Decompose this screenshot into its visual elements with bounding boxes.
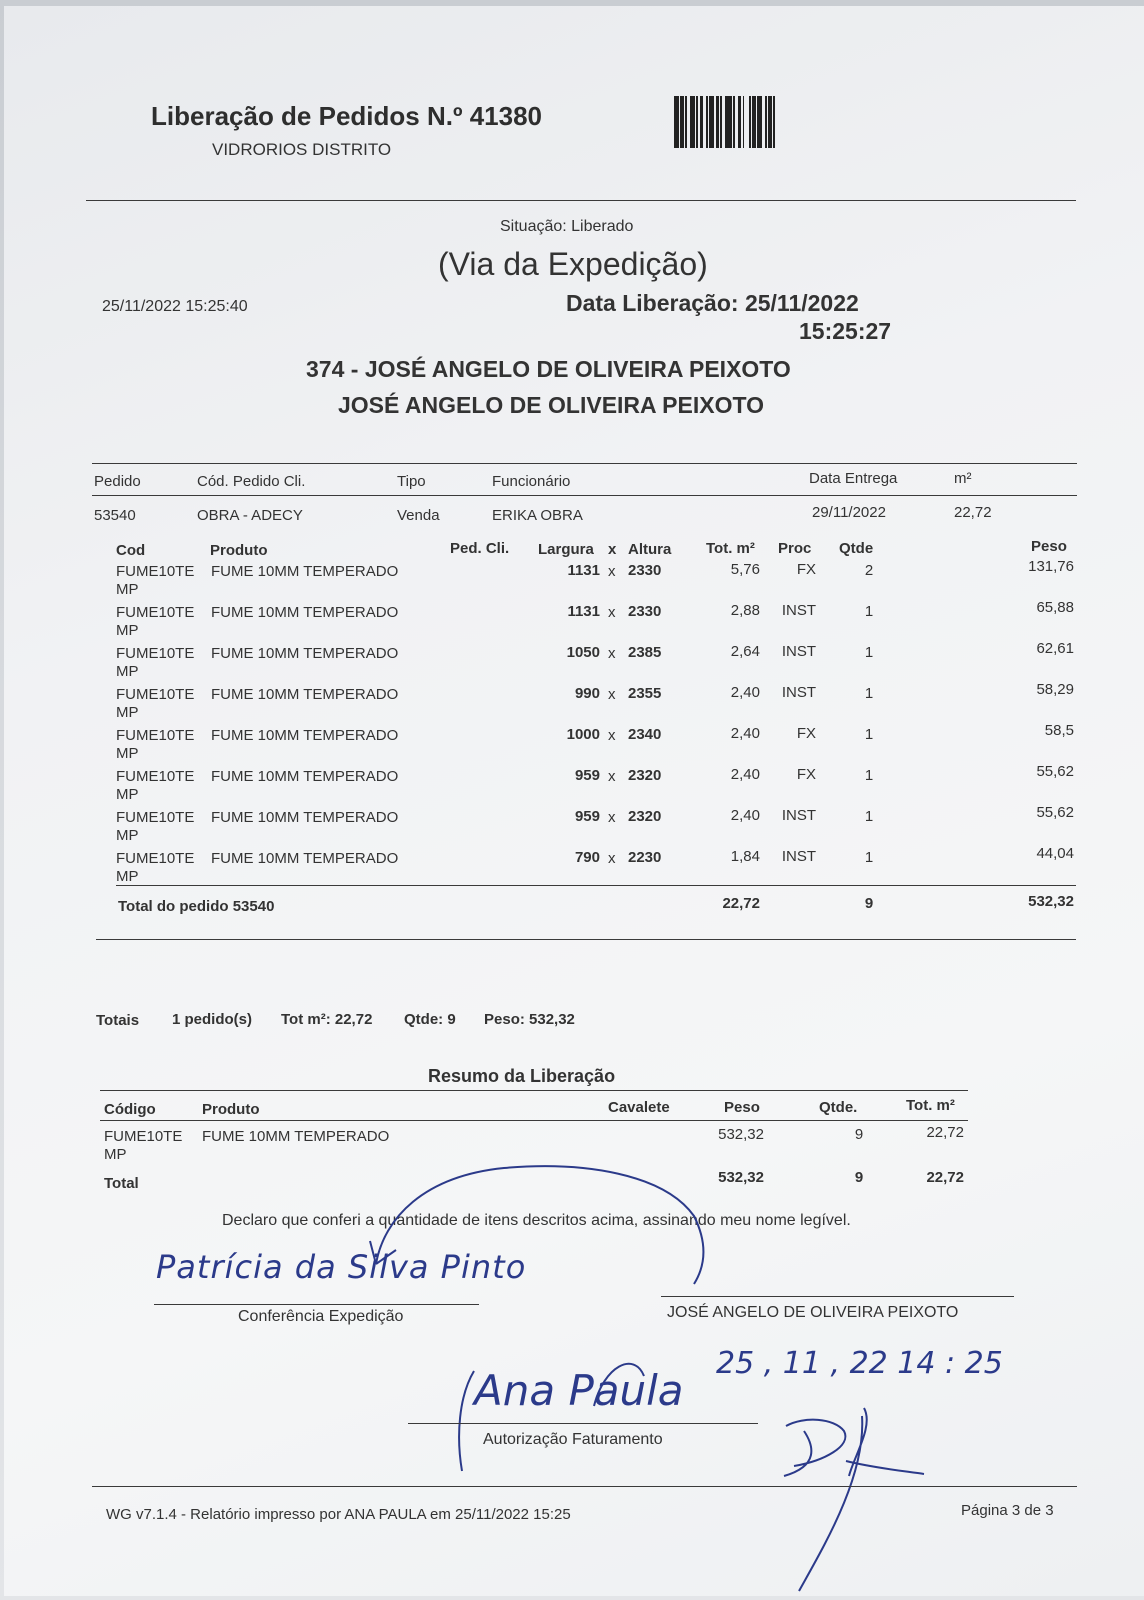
col-m2: m²	[954, 470, 972, 487]
print-timestamp: 25/11/2022 15:25:40	[102, 298, 248, 315]
resumo-cod2: MP	[104, 1146, 127, 1163]
item-cod-suffix: MP	[116, 663, 139, 680]
resumo-cod1: FUME10TE	[104, 1128, 183, 1145]
resumo-col-cavalete: Cavalete	[608, 1099, 670, 1116]
item-peso: 55,62	[1036, 804, 1074, 821]
totais-m2: Tot m²: 22,72	[281, 1011, 373, 1028]
item-largura: 1131	[567, 562, 600, 579]
item-altura: 2230	[628, 849, 662, 866]
totais-peso: Peso: 532,32	[484, 1011, 575, 1028]
data-entrega-value: 29/11/2022	[812, 504, 886, 521]
item-x: x	[608, 604, 616, 621]
item-proc: FX	[796, 561, 816, 578]
item-proc: INST	[781, 643, 816, 660]
resumo-title: Resumo da Liberação	[428, 1066, 616, 1086]
data-liberacao-time: 15:25:27	[799, 318, 892, 344]
item-tot-m2: 1,84	[730, 848, 760, 865]
item-qtde: 1	[864, 808, 874, 825]
item-x: x	[608, 686, 616, 703]
item-cod-suffix: MP	[116, 704, 139, 721]
client-line-2: JOSÉ ANGELO DE OLIVEIRA PEIXOTO	[338, 392, 765, 418]
col-ped-cli: Ped. Cli.	[450, 540, 510, 557]
totais-qtde: Qtde: 9	[404, 1011, 456, 1028]
conferencia-handwritten: Patrícia da Silva Pinto	[156, 1248, 527, 1286]
item-cod-suffix: MP	[116, 827, 139, 844]
item-tot-m2: 5,76	[730, 561, 760, 578]
resumo-total-m2: 22,72	[926, 1169, 964, 1186]
items-total-qtde: 9	[864, 895, 874, 912]
item-proc: INST	[781, 602, 816, 619]
item-largura: 1000	[566, 726, 600, 743]
item-altura: 2340	[628, 726, 662, 743]
item-largura: 1131	[567, 603, 600, 620]
item-tot-m2: 2,88	[730, 602, 760, 619]
company-name: VIDRORIOS DISTRITO	[212, 140, 392, 159]
item-tot-m2: 2,40	[730, 807, 760, 824]
col-qtde: Qtde	[839, 540, 874, 557]
funcionario-value: ERIKA OBRA	[492, 507, 583, 524]
item-x: x	[608, 563, 616, 580]
resumo-produto: FUME 10MM TEMPERADO	[202, 1128, 390, 1145]
item-peso: 131,76	[1028, 558, 1074, 575]
item-proc: INST	[781, 848, 816, 865]
client-line-1: 374 - JOSÉ ANGELO DE OLIVEIRA PEIXOTO	[306, 356, 791, 382]
item-qtde: 2	[864, 562, 874, 579]
pedido-value: 53540	[94, 507, 136, 524]
items-total-m2: 22,72	[722, 895, 760, 912]
col-peso: Peso	[1031, 538, 1067, 555]
resumo-col-produto: Produto	[202, 1101, 260, 1118]
situacao-label: Situação: Liberado	[500, 218, 634, 235]
item-altura: 2320	[628, 767, 662, 784]
item-tot-m2: 2,40	[730, 766, 760, 783]
item-peso: 44,04	[1036, 845, 1074, 862]
item-altura: 2330	[628, 603, 662, 620]
col-produto: Produto	[210, 542, 268, 559]
col-cod-pedido-cli: Cód. Pedido Cli.	[197, 473, 306, 490]
item-cod: FUME10TE	[116, 850, 195, 867]
item-altura: 2330	[628, 562, 662, 579]
item-cod-suffix: MP	[116, 581, 139, 598]
item-cod-suffix: MP	[116, 868, 139, 885]
item-cod: FUME10TE	[116, 768, 195, 785]
via-label: (Via da Expedição)	[438, 246, 708, 282]
item-altura: 2320	[628, 808, 662, 825]
item-produto: FUME 10MM TEMPERADO	[211, 809, 399, 826]
col-tipo: Tipo	[397, 473, 426, 490]
item-peso: 55,62	[1036, 763, 1074, 780]
item-peso: 58,29	[1036, 681, 1074, 698]
item-proc: FX	[796, 725, 816, 742]
item-produto: FUME 10MM TEMPERADO	[211, 768, 399, 785]
item-x: x	[608, 809, 616, 826]
item-x: x	[608, 727, 616, 744]
item-tot-m2: 2,40	[730, 725, 760, 742]
resumo-qtde: 9	[854, 1126, 864, 1143]
col-cod: Cod	[116, 542, 146, 559]
item-produto: FUME 10MM TEMPERADO	[211, 645, 399, 662]
client-initials-signature	[4, 6, 1144, 1596]
item-cod: FUME10TE	[116, 809, 195, 826]
totais-pedidos: 1 pedido(s)	[172, 1011, 253, 1028]
item-tot-m2: 2,40	[730, 684, 760, 701]
item-cod-suffix: MP	[116, 786, 139, 803]
col-tot-m2: Tot. m²	[706, 540, 755, 557]
item-produto: FUME 10MM TEMPERADO	[211, 727, 399, 744]
item-produto: FUME 10MM TEMPERADO	[211, 563, 399, 580]
footer-page-number: Página 3 de 3	[961, 1502, 1054, 1519]
cod-pedido-cli-value: OBRA - ADECY	[197, 507, 303, 524]
m2-value: 22,72	[954, 504, 992, 521]
item-cod: FUME10TE	[116, 604, 195, 621]
col-proc: Proc	[778, 540, 812, 557]
resumo-tot-m2: 22,72	[926, 1124, 964, 1141]
item-largura: 959	[574, 767, 600, 784]
autorizacao-label: Autorização Faturamento	[483, 1431, 663, 1448]
items-total-label: Total do pedido 53540	[118, 898, 275, 915]
col-largura: Largura	[538, 541, 594, 558]
resumo-col-qtde: Qtde.	[819, 1099, 858, 1116]
conferencia-label: Conferência Expedição	[238, 1308, 404, 1325]
item-produto: FUME 10MM TEMPERADO	[211, 686, 399, 703]
item-altura: 2385	[628, 644, 662, 661]
item-cod-suffix: MP	[116, 745, 139, 762]
items-total-peso: 532,32	[1028, 893, 1074, 910]
col-data-entrega: Data Entrega	[809, 470, 898, 487]
totais-label: Totais	[96, 1012, 140, 1029]
item-qtde: 1	[864, 767, 874, 784]
item-proc: INST	[781, 684, 816, 701]
item-peso: 65,88	[1036, 599, 1074, 616]
resumo-total-qtde: 9	[854, 1169, 864, 1186]
item-cod-suffix: MP	[116, 622, 139, 639]
item-x: x	[608, 850, 616, 867]
item-qtde: 1	[864, 603, 874, 620]
data-liberacao: Data Liberação: 25/11/2022	[566, 290, 859, 316]
item-proc: FX	[796, 766, 816, 783]
autorizacao-handwritten: Ana Paula	[474, 1366, 684, 1415]
declaration-text: Declaro que conferi a quantidade de itens descritos acima, assinando meu nome legível.	[222, 1212, 851, 1229]
item-produto: FUME 10MM TEMPERADO	[211, 850, 399, 867]
item-peso: 62,61	[1036, 640, 1074, 657]
handwritten-datetime: 25 , 11 , 22 14 : 25	[716, 1346, 1003, 1381]
item-largura: 1050	[566, 644, 600, 661]
item-cod: FUME10TE	[116, 563, 195, 580]
item-qtde: 1	[864, 644, 874, 661]
item-tot-m2: 2,64	[730, 643, 760, 660]
document-page	[4, 6, 1144, 1596]
col-x: x	[608, 541, 617, 558]
item-cod: FUME10TE	[116, 686, 195, 703]
document-title: Liberação de Pedidos N.º 41380	[151, 101, 542, 131]
resumo-col-tot-m2: Tot. m²	[906, 1097, 955, 1114]
resumo-total-label: Total	[104, 1175, 139, 1192]
item-x: x	[608, 645, 616, 662]
col-funcionario: Funcionário	[492, 473, 571, 490]
tipo-value: Venda	[397, 507, 440, 524]
client-signature-label: JOSÉ ANGELO DE OLIVEIRA PEIXOTO	[667, 1304, 959, 1321]
col-pedido: Pedido	[94, 473, 141, 490]
resumo-total-peso: 532,32	[718, 1169, 764, 1186]
item-produto: FUME 10MM TEMPERADO	[211, 604, 399, 621]
item-largura: 990	[574, 685, 600, 702]
resumo-col-peso: Peso	[724, 1099, 760, 1116]
item-altura: 2355	[628, 685, 662, 702]
item-peso: 58,5	[1044, 722, 1074, 739]
item-largura: 959	[574, 808, 600, 825]
item-qtde: 1	[864, 849, 874, 866]
footer-left: WG v7.1.4 - Relatório impresso por ANA PAULA em 25/11/2022 15:25	[106, 1506, 571, 1523]
item-qtde: 1	[864, 685, 874, 702]
item-largura: 790	[574, 849, 600, 866]
resumo-col-codigo: Código	[104, 1101, 156, 1118]
resumo-peso: 532,32	[718, 1126, 764, 1143]
item-cod: FUME10TE	[116, 727, 195, 744]
footer-divider	[92, 1486, 1077, 1487]
col-altura: Altura	[628, 541, 672, 558]
item-x: x	[608, 768, 616, 785]
item-proc: INST	[781, 807, 816, 824]
item-qtde: 1	[864, 726, 874, 743]
item-cod: FUME10TE	[116, 645, 195, 662]
